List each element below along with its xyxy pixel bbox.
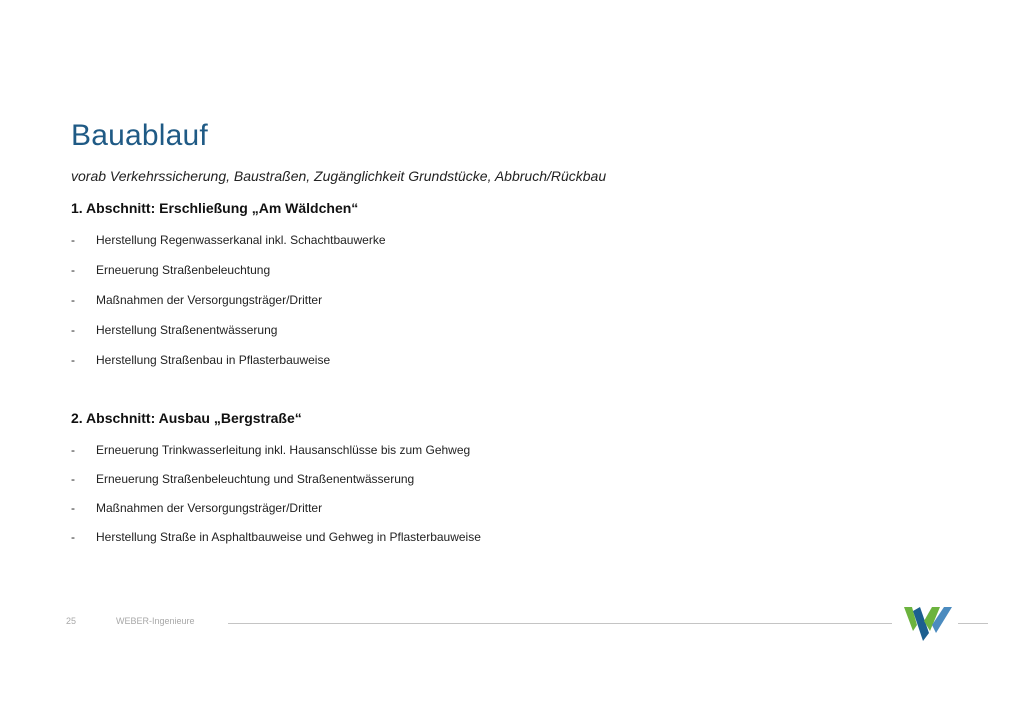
bullet-dash: - <box>71 323 75 337</box>
list-item-text: Maßnahmen der Versorgungsträger/Dritter <box>96 293 323 307</box>
section-heading-2: 2. Abschnitt: Ausbau „Bergstraße“ <box>71 410 302 426</box>
page-subtitle: vorab Verkehrssicherung, Baustraßen, Zugänglichkeit Grundstücke, Abbruch/Rückbau <box>71 168 607 184</box>
list-item-text: Erneuerung Straßenbeleuchtung und Straßenentwässerung <box>96 472 415 486</box>
bullet-dash: - <box>71 263 75 277</box>
bullet-dash: - <box>71 501 75 515</box>
list-item-text: Herstellung Straßenbau in Pflasterbauweise <box>96 353 331 367</box>
list-item-text: Erneuerung Trinkwasserleitung inkl. Hausanschlüsse bis zum Gehweg <box>96 443 471 457</box>
weber-logo-icon <box>902 603 954 645</box>
list-item-text: Herstellung Regenwasserkanal inkl. Schachtbauwerke <box>96 233 386 247</box>
list-item-text: Erneuerung Straßenbeleuchtung <box>96 263 271 277</box>
list-item-text: Herstellung Straßenentwässerung <box>96 323 278 337</box>
footer-divider-left <box>228 623 892 624</box>
bullet-dash: - <box>71 530 75 544</box>
section-heading-1: 1. Abschnitt: Erschließung „Am Wäldchen“ <box>71 200 359 216</box>
page-number: 25 <box>66 616 77 626</box>
list-item-text: Maßnahmen der Versorgungsträger/Dritter <box>96 501 323 515</box>
bullet-dash: - <box>71 443 75 457</box>
footer-divider-right <box>958 623 988 624</box>
bullet-dash: - <box>71 472 75 486</box>
footer-company-name: WEBER-Ingenieure <box>116 616 195 626</box>
bullet-dash: - <box>71 293 75 307</box>
bullet-dash: - <box>71 353 75 367</box>
bullet-dash: - <box>71 233 75 247</box>
page-title: Bauablauf <box>71 119 208 152</box>
list-item-text: Herstellung Straße in Asphaltbauweise und Gehweg in Pflasterbauweise <box>96 530 481 544</box>
